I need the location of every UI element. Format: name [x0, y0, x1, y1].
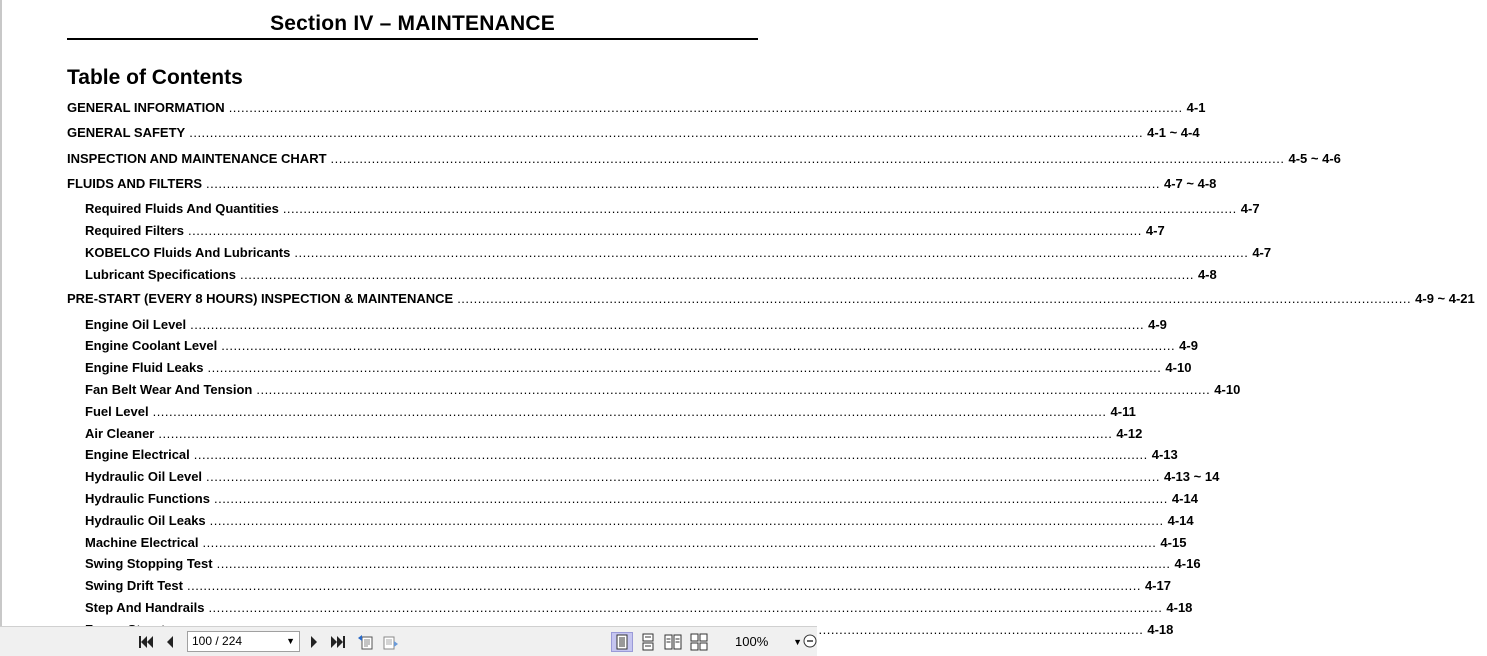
zoom-select[interactable]: [722, 632, 802, 652]
last-page-icon[interactable]: [328, 632, 348, 652]
next-page-icon[interactable]: [304, 632, 324, 652]
toc-entry-label: Engine Oil Level: [85, 316, 187, 332]
toc-entry-page: 4-17: [1144, 578, 1171, 594]
toc-entry-label: Lubricant Specifications: [85, 266, 236, 282]
toc-entry-label: PRE-START (EVERY 8 HOURS) INSPECTION & MAINTENANCE: [67, 291, 454, 307]
toc-subsection-entry[interactable]: [67, 401, 1136, 423]
toc-entry-page: 4-10: [1165, 360, 1192, 376]
dot-leader: [206, 466, 1160, 488]
dot-leader: [214, 488, 1168, 510]
previous-page-icon[interactable]: [160, 632, 180, 652]
toc-entry-label: Engine Electrical: [85, 447, 190, 463]
next-view-icon[interactable]: [380, 632, 400, 652]
dot-leader: [194, 444, 1148, 466]
toc-subsection-entry[interactable]: [67, 488, 1198, 510]
toc-entry-label: Hydraulic Functions: [85, 491, 210, 507]
toc-entry-page: 4-5 ~ 4-6: [1288, 150, 1341, 166]
dot-leader: [208, 597, 1162, 619]
toc-entry-page: 4-1 ~ 4-4: [1147, 125, 1200, 141]
toc-entry-page: 4-14: [1171, 491, 1198, 507]
toc-entry-page: 4-9 ~ 4-21: [1415, 291, 1475, 307]
toc-subsection-entry[interactable]: [67, 314, 1167, 336]
toc-entry-label: Swing Stopping Test: [85, 556, 213, 572]
toc-subsection-entry[interactable]: [67, 220, 1165, 242]
single-page-view-icon[interactable]: [611, 632, 633, 652]
continuous-facing-view-icon[interactable]: [688, 632, 710, 652]
toc-entry-page: 4-12: [1116, 425, 1143, 441]
dot-leader: [153, 401, 1107, 423]
toc-entry-label: FLUIDS AND FILTERS: [67, 175, 203, 191]
toc-entry-page: 4-7: [1145, 222, 1165, 238]
dot-leader: [210, 510, 1164, 532]
facing-view-icon[interactable]: [662, 632, 684, 652]
page-indicator: 100 / 224: [192, 634, 243, 648]
toc-entry-label: Hydraulic Oil Level: [85, 469, 203, 485]
toc-entry-page: 4-9: [1179, 338, 1198, 354]
chevron-down-icon[interactable]: ▼: [793, 637, 802, 647]
toc-entry-page: 4-7 ~ 4-8: [1164, 175, 1217, 191]
toc-section-entry[interactable]: [67, 122, 1200, 147]
toc-entry-page: 4-7: [1252, 244, 1272, 260]
toc-entry-label: Required Fluids And Quantities: [85, 201, 279, 217]
dot-leader: [187, 575, 1141, 597]
toc-subsection-entry[interactable]: [67, 553, 1201, 575]
toc-subsection-entry[interactable]: [67, 264, 1217, 286]
toc-subsection-entry[interactable]: [67, 510, 1194, 532]
toc-entry-page: 4-10: [1214, 382, 1241, 398]
toc-entry-page: 4-9: [1148, 316, 1167, 332]
toc-entry-page: 4-7: [1240, 201, 1260, 217]
toc-heading: Table of Contents: [67, 66, 243, 89]
first-page-icon[interactable]: [136, 632, 156, 652]
dot-leader: [207, 357, 1161, 379]
toc-entry-label: Swing Drift Test: [85, 578, 183, 594]
dot-leader: [158, 423, 1112, 445]
dot-leader: [294, 242, 1248, 264]
dot-leader: [206, 173, 1160, 195]
toc-entry-label: Fan Belt Wear And Tension: [85, 382, 253, 398]
toc-section-entry[interactable]: [67, 97, 1206, 122]
toc-entry-label: GENERAL INFORMATION: [67, 100, 225, 115]
toc-entry-label: Hydraulic Oil Leaks: [85, 512, 206, 528]
toc-subsection-entry[interactable]: [67, 379, 1241, 401]
previous-view-icon[interactable]: [356, 632, 376, 652]
continuous-view-icon[interactable]: [637, 632, 659, 652]
viewer-toolbar: [0, 626, 817, 656]
toc-subsection-entry[interactable]: [67, 198, 1260, 220]
toc-entry-page: 4-15: [1160, 534, 1187, 550]
section-title: Section IV – MAINTENANCE: [270, 12, 555, 35]
toc-entry-label: Fuel Level: [85, 403, 149, 419]
dot-leader: [190, 314, 1144, 336]
toc-entry-label: Engine Coolant Level: [85, 338, 218, 354]
toc-subsection-entry[interactable]: [67, 423, 1143, 445]
toc-entry-page: 4-8: [1197, 266, 1217, 282]
toc-entry-page: 4-18: [1147, 621, 1174, 637]
toc-entry-page: 4-16: [1174, 556, 1201, 572]
dot-leader: [221, 335, 1175, 357]
toc-subsection-entry[interactable]: [67, 444, 1178, 466]
toc-entry-page: 4-13 ~ 14: [1164, 469, 1220, 485]
toc-subsection-entry[interactable]: [67, 357, 1192, 379]
toc-entry-label: Machine Electrical: [85, 534, 199, 550]
dot-leader: [457, 288, 1411, 310]
toc-section-entry[interactable]: [67, 148, 1341, 173]
toc-subsection-entry[interactable]: [67, 575, 1171, 597]
dot-leader: [331, 148, 1285, 170]
dot-leader: [189, 122, 1143, 144]
dot-leader: [256, 379, 1210, 401]
zoom-out-icon[interactable]: [803, 634, 817, 650]
toc-entry-label: Step And Handrails: [85, 600, 205, 616]
toc-section-entry[interactable]: [67, 173, 1217, 198]
page-number-select[interactable]: [187, 631, 300, 652]
dot-leader: [229, 97, 1183, 119]
toc-subsection-entry[interactable]: [67, 597, 1193, 619]
toc-subsection-entry[interactable]: [67, 335, 1198, 357]
dot-leader: [217, 553, 1171, 575]
toc-entry-label: GENERAL SAFETY: [67, 125, 186, 141]
zoom-level: 100%: [735, 634, 769, 649]
title-rule: [67, 38, 758, 40]
chevron-down-icon[interactable]: ▼: [286, 636, 295, 646]
toc-entry-page: 4-11: [1110, 403, 1136, 419]
toc-entry-label: Air Cleaner: [85, 425, 155, 441]
dot-leader: [283, 198, 1237, 220]
toc-subsection-entry[interactable]: [67, 242, 1272, 264]
toc-entry-page: 4-13: [1151, 447, 1178, 463]
toc-entry-label: Required Filters: [85, 222, 184, 238]
table-of-contents: [67, 97, 1475, 641]
toc-entry-label: KOBELCO Fluids And Lubricants: [85, 244, 291, 260]
dot-leader: [240, 264, 1194, 286]
page-edge: [0, 0, 2, 626]
dot-leader: [202, 532, 1156, 554]
toc-subsection-entry[interactable]: [67, 532, 1187, 554]
toc-entry-page: 4-14: [1167, 512, 1194, 528]
dot-leader: [188, 220, 1142, 242]
toc-subsection-entry[interactable]: [67, 466, 1220, 488]
toc-entry-label: Engine Fluid Leaks: [85, 360, 204, 376]
toc-entry-page: 4-18: [1166, 600, 1193, 616]
toc-entry-page: 4-1: [1186, 100, 1206, 115]
toc-section-entry[interactable]: [67, 288, 1475, 313]
toc-entry-label: INSPECTION AND MAINTENANCE CHART: [67, 150, 327, 166]
